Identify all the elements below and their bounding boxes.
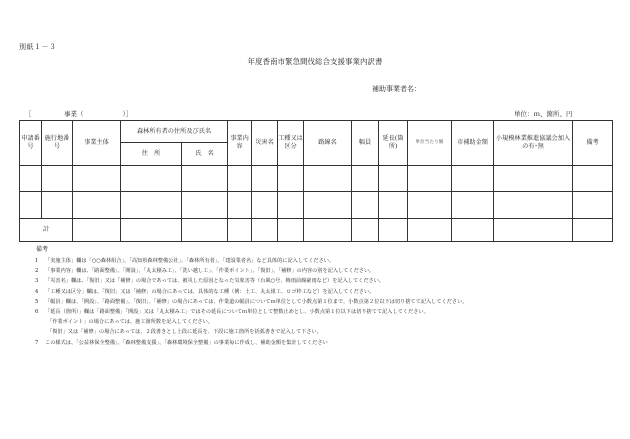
header-width: 幅員 bbox=[352, 121, 379, 166]
header-owner-group: 森林所有者の住所及び氏名 bbox=[121, 121, 228, 143]
note-item bbox=[35, 341, 467, 351]
project-bracket: ［ 事業（ ）］ bbox=[25, 110, 133, 118]
notes-list bbox=[35, 259, 467, 351]
note-number: 3 bbox=[35, 278, 39, 285]
note-number: 7 bbox=[35, 339, 39, 346]
header-work-type: 工種又は区分 bbox=[278, 121, 304, 166]
document-title: 年度香南市緊急間伐総合支援事業内訳書 bbox=[247, 57, 383, 66]
note-text: 「災害名」欄は、「復旧」又は「補修」の場合であっては、被災した原因となった気象害等（台風○号、梅雨前線豪雨など）を記入してください。 bbox=[45, 278, 385, 285]
document-id: 別紙１－３ bbox=[19, 43, 57, 51]
note-number: 5 bbox=[35, 298, 39, 305]
header-site-no: 施行地番号 bbox=[42, 121, 73, 166]
header-remarks: 備考 bbox=[573, 121, 613, 166]
header-address: 住 所 bbox=[121, 143, 182, 166]
note-item bbox=[35, 330, 467, 340]
note-text: 「作業ポイント」の場合にあっては、施工箇所数を記入してください。 bbox=[47, 319, 213, 326]
header-length: 延長(箇所) bbox=[379, 121, 408, 166]
table-row bbox=[20, 192, 613, 219]
note-text: この様式は、「公益林保全整備」、「森林整備支援」、「森林環境保全整備」の事業毎に作成し、補助金額を集計してください bbox=[45, 339, 328, 346]
header-council: 小規模林業推進協議会加入の有･無 bbox=[494, 121, 573, 166]
unit-label: 単位：ｍ、箇所、円 bbox=[514, 110, 573, 118]
header-route: 路線名 bbox=[304, 121, 352, 166]
note-text: 「事業内容」欄は、「路面整備」、「開設」、「丸太積み工」、「洗い越し工」、「作業ポイント」、「復旧」、「補修」の内容の別を記入してください。 bbox=[45, 268, 375, 275]
note-number: 2 bbox=[35, 268, 39, 275]
note-text: 「復旧」又は「補修」の場合にあっては、２段書きとし上段に延長を、下段に施工箇所を括弧書きで記入して下さい。 bbox=[47, 329, 322, 336]
header-operator: 事業主体 bbox=[73, 121, 121, 166]
header-city-subsidy: 市補助金額 bbox=[452, 121, 494, 166]
header-name: 氏 名 bbox=[182, 143, 228, 166]
header-content: 事業内容 bbox=[228, 121, 252, 166]
note-number: 4 bbox=[35, 288, 39, 295]
breakdown-table bbox=[19, 120, 613, 242]
applicant-label: 補助事業者名： bbox=[372, 85, 421, 93]
note-number: 1 bbox=[35, 258, 39, 264]
header-vertical-column: 単位当たり額 bbox=[408, 121, 452, 166]
total-label: 計 bbox=[20, 219, 73, 242]
table-row bbox=[20, 166, 613, 192]
header-disaster: 災害名 bbox=[252, 121, 278, 166]
note-text: 「実施主体」欄は「○○森林組合」、「高知県森林整備公社」、「森林所有者」、「建設業者名」など具体的に記入してください。 bbox=[45, 258, 335, 264]
total-row bbox=[20, 219, 613, 242]
note-text: 「幅員」欄は、「開設」、「路面整備」、「復旧」、「補修」の場合にあっては、作業道の幅員についてｍ単位として小数点第１位まで、小数点第２位以下は切り捨てて記入してください。 bbox=[45, 298, 468, 305]
notes-heading: 備考 bbox=[36, 246, 49, 253]
note-number: 6 bbox=[35, 308, 39, 315]
note-text: 「延長（箇所）」欄は「路面整備」「開設」又は「丸太積み工」ではその延長についてｍ単位として整数止めとし、小数点第１位以下は切り捨てて記入してください。 bbox=[45, 308, 429, 315]
note-text: 「工種又は区分」欄は、「復旧」又は「補修」の場合にあっては、具体的な工種（例：土工、丸太組工、ロゴ枠工など）を記入してください。 bbox=[45, 288, 375, 295]
header-application-no: 申請番号 bbox=[20, 121, 42, 166]
